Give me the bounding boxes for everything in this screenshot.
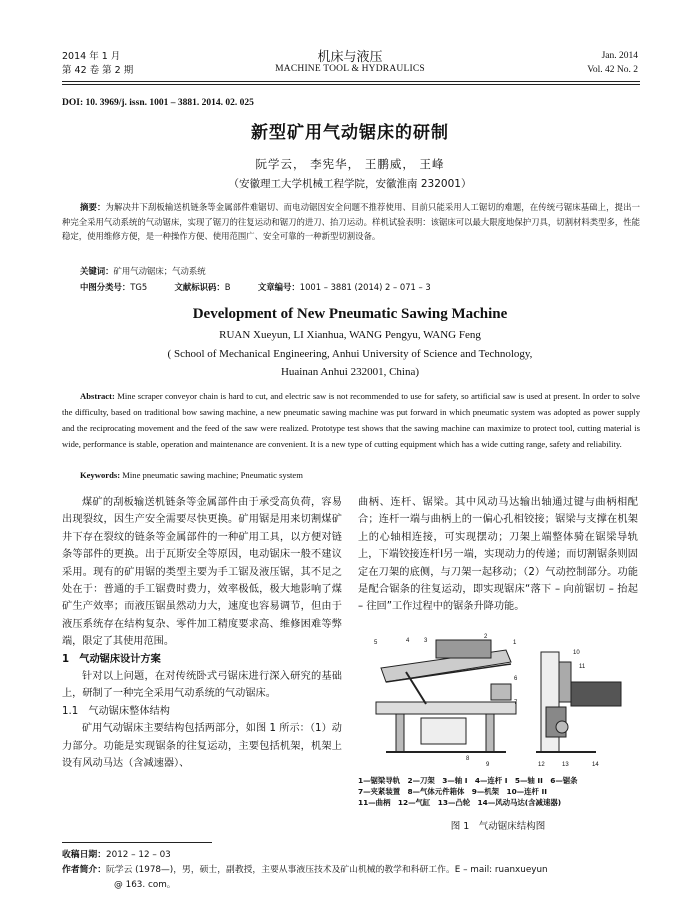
- cam: [556, 721, 568, 733]
- author-bio-text: 阮学云 (1978—)，男，硕士，副教授，主要从事液压技术及矿山机械的教学和科研工作。E – mail: ruanxueyun: [106, 865, 548, 875]
- label-8: 8: [466, 756, 470, 762]
- header-rule-2: [62, 84, 640, 85]
- keywords-en-text: Mine pneumatic sawing machine; Pneumatic system: [122, 470, 303, 480]
- abstract-en-label: Abstract:: [80, 391, 115, 401]
- clamp-device: [491, 684, 511, 700]
- label-10: 10: [573, 650, 580, 656]
- body-para-right: 曲柄、连杆、锯梁。其中风动马达输出轴通过键与曲柄相配合；连杆一端与曲柄上的一偏心孔相铰接；锯梁与支撑在机架上的心轴相连接，可实现摆动；刀架上端整体骑在锯梁导轨上，下端铰接连杆Ⅰ另一端，实现动力的传递；而切割锯条则固定在刀架的底侧，与刀架一起移动；（2）气动控制部分。功能是配合锯条的往复运动，即实现锯床“落下 – 向前锯切 – 抬起 – 往回”工作过程中的锯条升降功能。: [358, 497, 638, 613]
- journal-date: 2014 年 1 月: [62, 51, 121, 62]
- affiliation-cn: （安徽理工大学机械工程学院，安徽淮南 232001）: [228, 178, 472, 190]
- abstract-en-text: Mine scraper conveyor chain is hard to cut, and electric saw is not recommended to use for safety, so artificial saw is used at present. In order to solve the difficulty, based on traditional bow sawing machine, a new pneumatic sawing machine was put forward in which pneumatic system was adopted as power supply and the reciprocating movement and the feed of the saw were realized. Prototype test shows that the sawing machine can maximize to protect tool, cutting material is wide, performance is stable, operation and maintenance are convenient. It is a new type of cutting equipment which has a wide cutting range, safety and reliability.: [62, 391, 640, 449]
- received-value: 2012 – 12 – 03: [106, 850, 171, 860]
- legend-line-2: 7—夹紧装置 8—气体元件箱体 9—机架 10—连杆 II: [358, 787, 547, 796]
- label-3: 3: [424, 638, 428, 644]
- received-date: [62, 847, 171, 860]
- footnote-rule: [62, 842, 212, 843]
- frame-leg-right: [486, 714, 494, 752]
- body-para-2: 针对以上问题，在对传统卧式弓锯床进行深入研究的基础上，研制了一种完全采用气动系统的气动锯床。: [62, 671, 342, 700]
- label-11: 11: [579, 664, 586, 670]
- affiliation-en-2: Huainan Anhui 232001, China): [280, 366, 420, 378]
- side-crank: [559, 662, 571, 702]
- keywords-cn-text: 矿用气动锯床；气动系统: [113, 266, 206, 276]
- journal-title-en: MACHINE TOOL & HYDRAULICS: [275, 64, 425, 74]
- title-en: Development of New Pneumatic Sawing Machine: [192, 306, 508, 322]
- journal-volume: 第 42 卷 第 2 期: [62, 65, 134, 76]
- label-7: 7: [514, 700, 518, 706]
- air-component-box: [421, 718, 466, 744]
- label-5: 5: [374, 640, 378, 646]
- section-heading-1: 1 气动锯床设计方案: [62, 653, 161, 665]
- classification-line: [80, 280, 640, 295]
- abstract-en: [62, 388, 640, 452]
- label-12: 12: [538, 762, 545, 768]
- keywords-en-label: Keywords:: [80, 470, 121, 480]
- doc-value: B: [224, 282, 231, 292]
- header-rule: [62, 81, 640, 82]
- doi: DOI: 10. 3969/j. issn. 1001 – 3881. 2014. 02. 025: [62, 98, 254, 108]
- body-para-1: 煤矿的刮板输送机链条等金属部件由于承受高负荷，容易出现裂纹，因生产安全需要尽快更换。矿用锯是用来切割煤矿井下存在裂纹的链条等金属部件的一种矿用工具，以方便对链条等部件的更换。出于瓦斯安全等原因，电动锯床一般不建议采用。现有的矿用锯的类型主要为手工锯及液压锯，其不足之处在于：普通的手工锯费时费力，效率极低，极大地影响了煤矿生产效率；而液压锯虽然动力大，速度也容易调节，但由于液压系统存在结构复杂、零件加工精度要求高、维修困难等弊端，限定了其使用范围。: [62, 497, 342, 648]
- title-cn: 新型矿用气动锯床的研制: [251, 123, 449, 143]
- frame-base: [376, 702, 516, 714]
- article-value: 1001 – 3881 (2014) 2 – 071 – 3: [299, 282, 431, 292]
- received-label: 收稿日期：: [62, 850, 106, 860]
- class-label: 中图分类号：: [80, 282, 131, 292]
- keywords-en: [80, 470, 303, 480]
- abstract-cn-label: 摘要：: [80, 202, 106, 212]
- body-right-column: [358, 494, 638, 616]
- label-6: 6: [514, 676, 518, 682]
- figure-caption: 图 1 气动锯床结构图: [450, 821, 546, 832]
- label-2: 2: [484, 634, 488, 640]
- keywords-cn: [80, 264, 206, 279]
- author-email: @ 163. com。: [114, 880, 176, 890]
- abstract-cn-text: 为解决井下刮板输送机链条等金属部件难锯切、而电动锯因安全问题不推荐使用、目前只能采用人工锯切的难题，在传统弓锯床基础上，提出一种完全采用气动系统的气动锯床，实现了锯刀的往复运动和锯刀的进刀、抬刀运动。样机试验表明：该锯床可以最大限度地保护刀具，切割材料类型多，性能稳定，使用维修方便，是一种操作方便、使用范围广、安全可靠的一种新型切割设备。: [62, 202, 641, 242]
- body-left-column: [62, 494, 342, 773]
- abstract-cn: [62, 200, 640, 244]
- figure-legend: [358, 775, 648, 808]
- class-value: TG5: [130, 282, 148, 292]
- frame-leg-left: [396, 714, 404, 752]
- figure-1-drawing: [366, 632, 634, 770]
- article-label: 文章编号：: [257, 282, 300, 292]
- label-14: 14: [592, 762, 599, 768]
- body-para-3: 矿用气动锯床主要结构包括两部分，如图 1 所示：（1）动力部分。功能是实现锯条的往复运动，主要包括机架，机架上设有风动马达（含减速器）、: [62, 723, 342, 770]
- authors-cn: 阮学云， 李宪华， 王鹏威， 王峰: [255, 157, 445, 171]
- blade-holder: [436, 640, 491, 658]
- label-1: 1: [513, 640, 517, 646]
- doc-label: 文献标识码：: [174, 282, 225, 292]
- label-4: 4: [406, 638, 410, 644]
- author-bio-label: 作者简介：: [62, 865, 106, 875]
- author-bio: [62, 863, 640, 893]
- legend-line-3: 11—曲柄 12—气缸 13—凸轮 14—风动马达(含减速器): [358, 798, 562, 807]
- affiliation-en-1: ( School of Mechanical Engineering, Anhui University of Science and Technology,: [167, 348, 533, 360]
- section-heading-1-1: 1.1 气动锯床整体结构: [62, 705, 170, 717]
- figure-1: [366, 632, 634, 770]
- authors-en: RUAN Xueyun, LI Xianhua, WANG Pengyu, WANG Feng: [219, 329, 481, 341]
- label-13: 13: [562, 762, 569, 768]
- legend-line-1: 1—锯梁导轨 2—刀架 3—轴 I 4—连杆 I 5—轴 II 6—锯条: [358, 776, 578, 785]
- journal-title-cn: 机床与液压: [317, 50, 383, 65]
- issue-month: Jan. 2014: [601, 51, 638, 61]
- issue-volume: Vol. 42 No. 2: [587, 65, 638, 75]
- keywords-cn-label: 关键词：: [80, 266, 114, 276]
- label-9: 9: [486, 762, 490, 768]
- air-motor: [571, 682, 621, 706]
